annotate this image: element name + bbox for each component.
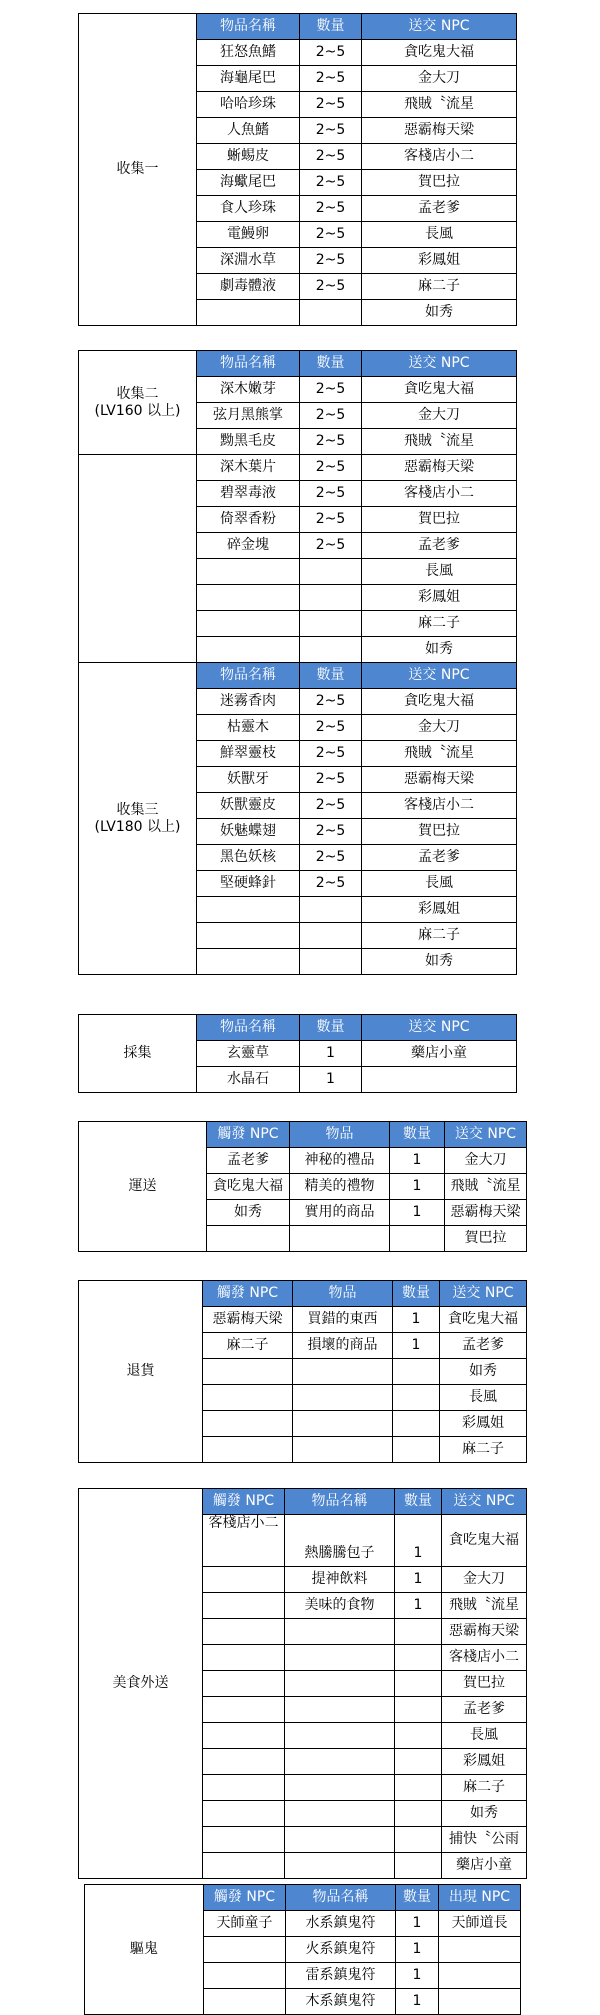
- table-cell: 麻二子: [203, 1333, 293, 1359]
- table-cell: [285, 1749, 395, 1775]
- table-cell: 妖獸牙: [197, 767, 300, 793]
- table-row: [79, 455, 517, 481]
- table-cell: [390, 1226, 445, 1252]
- table-cell: 火系鎮鬼符: [286, 1937, 396, 1963]
- column-header: 觸發 NPC: [204, 1885, 286, 1911]
- table-cell: 孟老爹: [362, 845, 517, 871]
- table-cell: 倚翠香粉: [197, 507, 300, 533]
- table-cell: [285, 1827, 395, 1853]
- column-header: 觸發 NPC: [203, 1281, 293, 1307]
- table-cell: 賀巴拉: [442, 1671, 527, 1697]
- table-cell: 藥店小童: [442, 1853, 527, 1879]
- table-cell: 1: [396, 1963, 439, 1989]
- table-cell: 黑色妖核: [197, 845, 300, 871]
- table-cell: 木系鎮鬼符: [286, 1989, 396, 2015]
- table-cell: 如秀: [440, 1359, 527, 1385]
- table-cell: 2~5: [300, 144, 362, 170]
- table-cell: 如秀: [362, 637, 517, 663]
- table-cell: 如秀: [442, 1801, 527, 1827]
- column-header: 數量: [300, 14, 362, 40]
- table-cell: [203, 1671, 285, 1697]
- table-cell: 客棧店小二: [362, 481, 517, 507]
- table-cell: 2~5: [300, 248, 362, 274]
- table-cell: [197, 637, 300, 663]
- table-cell: 深木葉片: [197, 455, 300, 481]
- table-cell: [395, 1645, 442, 1671]
- table-cell: 2~5: [300, 274, 362, 300]
- table-cell: 彩鳳姐: [362, 248, 517, 274]
- table-cell: [197, 923, 300, 949]
- table-cell: 熱騰騰包子: [285, 1515, 395, 1567]
- table-cell: [197, 585, 300, 611]
- table-cell: 妖獸靈皮: [197, 793, 300, 819]
- collect-1-table: [78, 13, 517, 326]
- column-header: 觸發 NPC: [207, 1122, 290, 1148]
- table-cell: [300, 897, 362, 923]
- column-header: 物品名稱: [197, 351, 300, 377]
- table-cell: 2~5: [300, 507, 362, 533]
- table-cell: 精美的禮物: [290, 1174, 390, 1200]
- table-cell: 麻二子: [362, 274, 517, 300]
- table-cell: [204, 1989, 286, 2015]
- table-cell: [293, 1411, 393, 1437]
- table-cell: 2~5: [300, 741, 362, 767]
- table-cell: [203, 1697, 285, 1723]
- table-header-row: [79, 1281, 527, 1307]
- collect-2-3-table: [78, 350, 517, 975]
- table-cell: 貪吃鬼大福: [362, 40, 517, 66]
- table-cell: [300, 611, 362, 637]
- table-cell: 2~5: [300, 793, 362, 819]
- table-cell: 客棧店小二: [442, 1645, 527, 1671]
- table-cell: [285, 1853, 395, 1879]
- column-header: 數量: [393, 1281, 440, 1307]
- table-cell: [203, 1801, 285, 1827]
- gather-table: [78, 1014, 517, 1093]
- table-cell: 深淵水草: [197, 248, 300, 274]
- table-cell: [395, 1801, 442, 1827]
- table-cell: [439, 1937, 521, 1963]
- table-cell: [300, 585, 362, 611]
- table-cell: 麻二子: [440, 1437, 527, 1463]
- table-cell: 電鰻卵: [197, 222, 300, 248]
- table-cell: [293, 1359, 393, 1385]
- table-cell: [203, 1593, 285, 1619]
- section-label: 退貨: [79, 1281, 203, 1463]
- table-cell: [393, 1359, 440, 1385]
- column-header: 物品: [293, 1281, 393, 1307]
- section-label: 運送: [79, 1122, 207, 1252]
- table-cell: 飛賊〝流星: [442, 1593, 527, 1619]
- table-cell: [395, 1853, 442, 1879]
- table-header-row: [79, 14, 517, 40]
- table-cell: 客棧店小二: [362, 144, 517, 170]
- table-cell: 枯靈木: [197, 715, 300, 741]
- table-cell: 2~5: [300, 40, 362, 66]
- table-cell: [197, 300, 300, 326]
- table-cell: 彩鳳姐: [440, 1411, 527, 1437]
- table-cell: [203, 1567, 285, 1593]
- table-cell: 惡霸梅天梁: [442, 1619, 527, 1645]
- table-cell: 2~5: [300, 689, 362, 715]
- table-cell: 金大刀: [442, 1567, 527, 1593]
- table-cell: [300, 300, 362, 326]
- column-header: 送交 NPC: [362, 351, 517, 377]
- table-cell: 賀巴拉: [362, 507, 517, 533]
- table-cell: [207, 1226, 290, 1252]
- table-cell: 長風: [362, 222, 517, 248]
- table-cell: [203, 1411, 293, 1437]
- table-cell: 彩鳳姐: [442, 1749, 527, 1775]
- table-cell: [285, 1697, 395, 1723]
- table-cell: 飛賊〝流星: [362, 429, 517, 455]
- table-cell: 碧翠毒液: [197, 481, 300, 507]
- table-cell: 2~5: [300, 819, 362, 845]
- table-cell: 1: [300, 1067, 362, 1093]
- column-header: 數量: [300, 663, 362, 689]
- column-header: 數量: [396, 1885, 439, 1911]
- table-cell: 惡霸梅天梁: [362, 118, 517, 144]
- table-cell: 長風: [362, 559, 517, 585]
- table-cell: [300, 637, 362, 663]
- table-cell: 1: [393, 1307, 440, 1333]
- section-label: 收集一: [79, 14, 197, 326]
- table-cell: 惡霸梅天梁: [362, 767, 517, 793]
- section-label: 美食外送: [79, 1489, 203, 1879]
- table-cell: 劇毒體液: [197, 274, 300, 300]
- table-cell: 孟老爹: [362, 533, 517, 559]
- column-header: 出現 NPC: [439, 1885, 521, 1911]
- table-cell: 天師道長: [439, 1911, 521, 1937]
- table-cell: 孟老爹: [442, 1697, 527, 1723]
- table-cell: [439, 1989, 521, 2015]
- table-cell: 1: [395, 1567, 442, 1593]
- table-cell: 如秀: [362, 300, 517, 326]
- table-header-row: [79, 1122, 527, 1148]
- table-cell: 哈哈珍珠: [197, 92, 300, 118]
- table-cell: [300, 923, 362, 949]
- table-cell: [203, 1359, 293, 1385]
- table-cell: [285, 1645, 395, 1671]
- column-header: 送交 NPC: [445, 1122, 527, 1148]
- column-header: 送交 NPC: [442, 1489, 527, 1515]
- table-cell: [293, 1385, 393, 1411]
- table-cell: 天師童子: [204, 1911, 286, 1937]
- table-cell: 飛賊〝流星: [362, 92, 517, 118]
- table-cell: [362, 1067, 517, 1093]
- table-cell: 孟老爹: [362, 196, 517, 222]
- table-cell: 貪吃鬼大福: [442, 1515, 527, 1567]
- table-cell: [285, 1801, 395, 1827]
- table-cell: 1: [390, 1174, 445, 1200]
- delivery-table: [78, 1121, 527, 1252]
- column-header: 送交 NPC: [362, 14, 517, 40]
- table-cell: 2~5: [300, 66, 362, 92]
- table-cell: 1: [395, 1593, 442, 1619]
- table-cell: 雷系鎮鬼符: [286, 1963, 396, 1989]
- table-cell: [203, 1853, 285, 1879]
- table-cell: [290, 1226, 390, 1252]
- table-cell: 1: [396, 1989, 439, 2015]
- column-header: 送交 NPC: [362, 663, 517, 689]
- table-cell: 2~5: [300, 533, 362, 559]
- table-cell: [285, 1775, 395, 1801]
- blank-label-cell: [79, 455, 197, 663]
- table-cell: 麻二子: [442, 1775, 527, 1801]
- table-cell: [203, 1827, 285, 1853]
- table-cell: [395, 1697, 442, 1723]
- table-cell: 麻二子: [362, 611, 517, 637]
- table-header-row: [79, 1489, 527, 1515]
- table-cell: 黝黑毛皮: [197, 429, 300, 455]
- table-cell: 2~5: [300, 196, 362, 222]
- column-header: 送交 NPC: [362, 1015, 517, 1041]
- table-cell: [395, 1775, 442, 1801]
- table-cell: 飛賊〝流星: [445, 1174, 527, 1200]
- column-header: 數量: [390, 1122, 445, 1148]
- table-cell: [285, 1619, 395, 1645]
- table-cell: [393, 1385, 440, 1411]
- table-cell: 碎金塊: [197, 533, 300, 559]
- table-cell: [300, 559, 362, 585]
- table-cell: 2~5: [300, 429, 362, 455]
- table-cell: 2~5: [300, 403, 362, 429]
- table-cell: [395, 1723, 442, 1749]
- table-cell: [203, 1749, 285, 1775]
- table-cell: 2~5: [300, 377, 362, 403]
- table-cell: 1: [390, 1200, 445, 1226]
- table-cell: 弦月黑熊掌: [197, 403, 300, 429]
- table-cell: [197, 897, 300, 923]
- table-cell: 如秀: [362, 949, 517, 975]
- table-cell: 賀巴拉: [362, 819, 517, 845]
- table-cell: 海龜尾巴: [197, 66, 300, 92]
- table-cell: 彩鳳姐: [362, 897, 517, 923]
- table-cell: 金大刀: [445, 1148, 527, 1174]
- table-cell: 惡霸梅天梁: [445, 1200, 527, 1226]
- table-cell: [395, 1749, 442, 1775]
- table-cell: 水系鎮鬼符: [286, 1911, 396, 1937]
- table-cell: 食人珍珠: [197, 196, 300, 222]
- table-cell: 孟老爹: [207, 1148, 290, 1174]
- table-cell: 1: [395, 1515, 442, 1567]
- table-cell: [439, 1963, 521, 1989]
- table-cell: 孟老爹: [440, 1333, 527, 1359]
- table-header-row: [79, 351, 517, 377]
- column-header: 數量: [300, 351, 362, 377]
- section-label: 採集: [79, 1015, 197, 1093]
- table-cell: [395, 1827, 442, 1853]
- table-cell: 人魚鰭: [197, 118, 300, 144]
- table-cell: [203, 1723, 285, 1749]
- table-cell: 賀巴拉: [362, 170, 517, 196]
- column-header: 物品名稱: [197, 14, 300, 40]
- table-cell: 2~5: [300, 481, 362, 507]
- table-cell: 鮮翠靈枝: [197, 741, 300, 767]
- table-cell: 麻二子: [362, 923, 517, 949]
- table-cell: 長風: [362, 871, 517, 897]
- table-header-row: [79, 663, 517, 689]
- table-cell: 海蠍尾巴: [197, 170, 300, 196]
- table-cell: [395, 1619, 442, 1645]
- column-header: 送交 NPC: [440, 1281, 527, 1307]
- table-cell: 水晶石: [197, 1067, 300, 1093]
- return-table: [78, 1280, 527, 1463]
- table-cell: 如秀: [207, 1200, 290, 1226]
- table-cell: [204, 1963, 286, 1989]
- table-cell: [393, 1411, 440, 1437]
- table-cell: 神秘的禮品: [290, 1148, 390, 1174]
- table-cell: 深木嫩芽: [197, 377, 300, 403]
- table-header-row: [85, 1885, 521, 1911]
- column-header: 數量: [395, 1489, 442, 1515]
- table-cell: 美味的食物: [285, 1593, 395, 1619]
- table-cell: [204, 1937, 286, 1963]
- table-cell: 2~5: [300, 170, 362, 196]
- column-header: 物品: [290, 1122, 390, 1148]
- table-cell: 妖魅蝶翅: [197, 819, 300, 845]
- table-cell: [293, 1437, 393, 1463]
- table-cell: 1: [393, 1333, 440, 1359]
- table-cell: [203, 1619, 285, 1645]
- table-cell: [395, 1671, 442, 1697]
- table-cell: [203, 1775, 285, 1801]
- column-header: 觸發 NPC: [203, 1489, 285, 1515]
- column-header: 數量: [300, 1015, 362, 1041]
- table-cell: 實用的商品: [290, 1200, 390, 1226]
- table-cell: 金大刀: [362, 66, 517, 92]
- table-cell: [285, 1723, 395, 1749]
- table-cell: [300, 949, 362, 975]
- table-cell: 迷霧香肉: [197, 689, 300, 715]
- section-label: 收集三 (LV180 以上): [79, 663, 197, 975]
- table-cell: 提神飲料: [285, 1567, 395, 1593]
- table-cell: 長風: [440, 1385, 527, 1411]
- table-cell: [393, 1437, 440, 1463]
- table-cell: 2~5: [300, 118, 362, 144]
- table-cell: 2~5: [300, 455, 362, 481]
- table-cell: 客棧店小二: [362, 793, 517, 819]
- table-cell: 貪吃鬼大福: [362, 689, 517, 715]
- table-cell: 1: [390, 1148, 445, 1174]
- table-cell: 長風: [442, 1723, 527, 1749]
- table-cell: 2~5: [300, 871, 362, 897]
- table-cell: 金大刀: [362, 715, 517, 741]
- food-delivery-table: [78, 1488, 527, 1879]
- table-cell: [203, 1645, 285, 1671]
- table-cell: 惡霸梅天梁: [203, 1307, 293, 1333]
- table-cell: 金大刀: [362, 403, 517, 429]
- column-header: 物品名稱: [286, 1885, 396, 1911]
- table-cell: 1: [300, 1041, 362, 1067]
- table-cell: 狂怒魚鰭: [197, 40, 300, 66]
- table-cell: 客棧店小二: [203, 1515, 285, 1567]
- table-cell: 飛賊〝流星: [362, 741, 517, 767]
- table-cell: 惡霸梅天梁: [362, 455, 517, 481]
- table-cell: 捕快〝公雨: [442, 1827, 527, 1853]
- table-cell: [197, 559, 300, 585]
- table-cell: 2~5: [300, 715, 362, 741]
- column-header: 物品名稱: [197, 1015, 300, 1041]
- section-label: 收集二 (LV160 以上): [79, 351, 197, 455]
- table-cell: 藥店小童: [362, 1041, 517, 1067]
- table-cell: 玄靈草: [197, 1041, 300, 1067]
- table-header-row: [79, 1015, 517, 1041]
- table-cell: [285, 1671, 395, 1697]
- table-cell: 1: [396, 1911, 439, 1937]
- table-cell: 堅硬蜂針: [197, 871, 300, 897]
- table-cell: 1: [396, 1937, 439, 1963]
- table-cell: 損壞的商品: [293, 1333, 393, 1359]
- table-cell: 2~5: [300, 222, 362, 248]
- table-cell: [203, 1437, 293, 1463]
- column-header: 物品名稱: [285, 1489, 395, 1515]
- exorcism-table: [84, 1884, 521, 2015]
- table-cell: [197, 949, 300, 975]
- table-cell: 蜥蜴皮: [197, 144, 300, 170]
- section-label: 驅鬼: [85, 1885, 204, 2015]
- table-cell: 彩鳳姐: [362, 585, 517, 611]
- table-cell: 2~5: [300, 845, 362, 871]
- table-cell: 買錯的東西: [293, 1307, 393, 1333]
- table-cell: 2~5: [300, 92, 362, 118]
- table-cell: 貪吃鬼大福: [362, 377, 517, 403]
- table-cell: 貪吃鬼大福: [207, 1174, 290, 1200]
- column-header: 物品名稱: [197, 663, 300, 689]
- table-cell: 2~5: [300, 767, 362, 793]
- table-cell: 賀巴拉: [445, 1226, 527, 1252]
- table-cell: [203, 1385, 293, 1411]
- table-cell: 貪吃鬼大福: [440, 1307, 527, 1333]
- table-cell: [197, 611, 300, 637]
